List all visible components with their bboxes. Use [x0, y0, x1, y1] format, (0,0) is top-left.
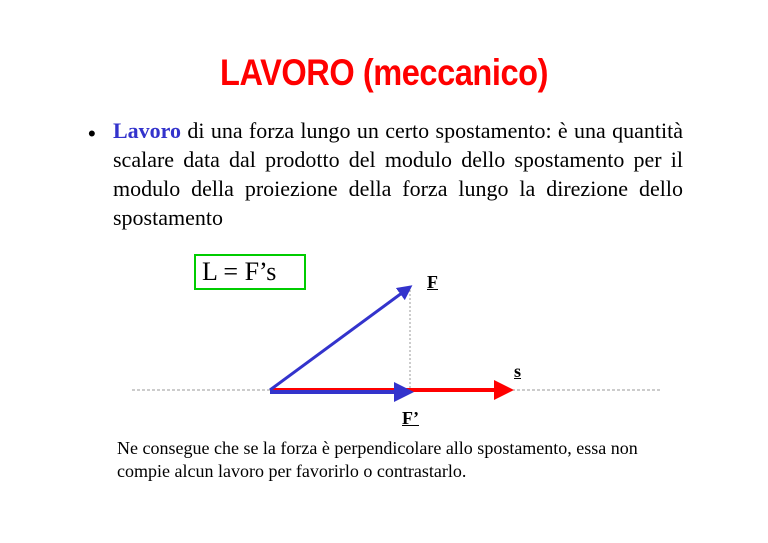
projection-label: F’	[402, 408, 419, 428]
slide-title: LAVORO (meccanico)	[219, 52, 548, 93]
force-label: F	[427, 272, 438, 292]
force-arrow	[270, 287, 410, 390]
conclusion-text: Ne consegue che se la forza è perpendicolare allo spostamento, essa non compie alcun lavoro per favorirlo o contrastarlo.	[117, 438, 638, 481]
bullet-marker: •	[88, 121, 96, 146]
formula-text: L = F’s	[202, 257, 277, 286]
bullet-keyword: Lavoro	[113, 118, 182, 143]
displacement-label: s	[514, 361, 522, 381]
bullet-body: di una forza lungo un certo spostamento: è una quantità scalare data dal prodotto del modulo dello spostamento per il modulo della proiezione della forza lungo la direzione dello spostamento	[113, 118, 683, 230]
